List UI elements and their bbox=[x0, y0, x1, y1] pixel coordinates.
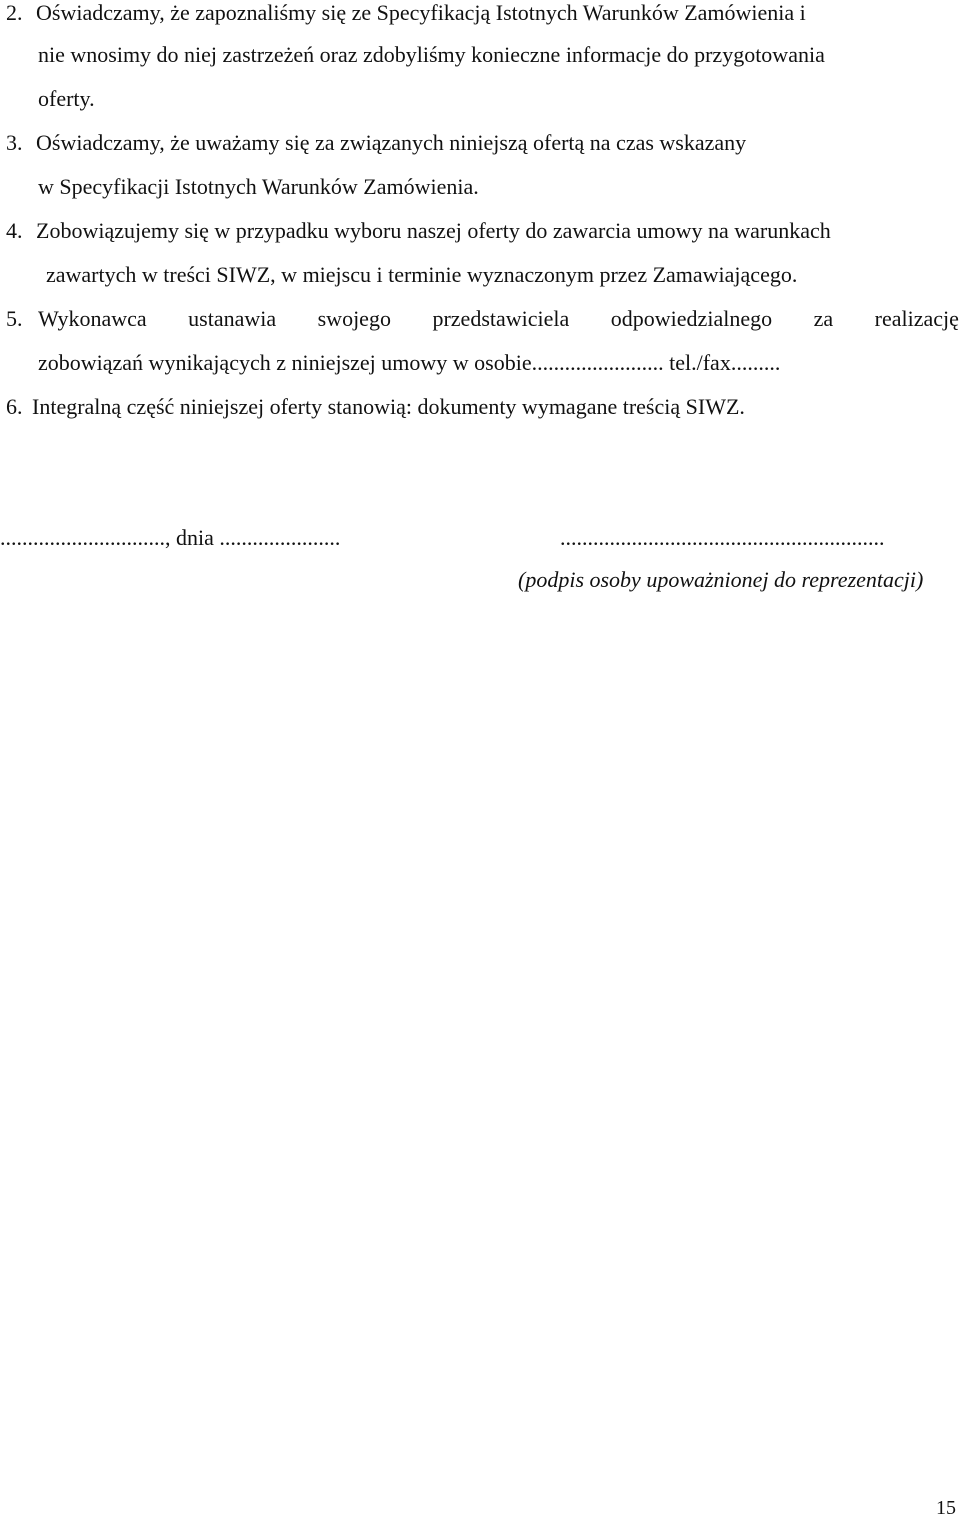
item-3-text-line-1: Oświadczamy, że uważamy się za związanych niniejszą ofertą na czas wskazany bbox=[36, 130, 747, 155]
item-5-word: Wykonawca bbox=[38, 306, 147, 331]
item-2-line-2: nie wnosimy do niej zastrzeżeń oraz zdobyliśmy konieczne informacje do przygotowania bbox=[38, 42, 825, 67]
item-5-word: realizację bbox=[874, 306, 959, 331]
item-5-word: swojego bbox=[317, 306, 391, 331]
item-4-line-1 bbox=[6, 218, 831, 244]
item-4-line-2: zawartych w treści SIWZ, w miejscu i terminie wyznaczonym przez Zamawiającego. bbox=[46, 262, 798, 287]
item-3-line-2: w Specyfikacji Istotnych Warunków Zamówienia. bbox=[38, 174, 479, 199]
item-3-number: 3. bbox=[6, 130, 23, 155]
page-number: 15 bbox=[936, 1497, 956, 1519]
item-2-line-3: oferty. bbox=[38, 86, 95, 111]
item-5-word: za bbox=[813, 306, 834, 331]
place-date-line: .............................., dnia ...................... bbox=[0, 525, 341, 550]
item-5-line-2: zobowiązań wynikających z niniejszej umowy w osobie........................ tel./fax......... bbox=[38, 350, 781, 375]
item-6-text-line-1: Integralną część niniejszej oferty stanowią: dokumenty wymagane treścią SIWZ. bbox=[32, 394, 745, 419]
signature-caption: (podpis osoby upoważnionej do reprezentacji) bbox=[518, 567, 924, 592]
item-5-line-1 bbox=[6, 306, 38, 332]
item-2-number: 2. bbox=[6, 0, 23, 25]
item-5-justified-line bbox=[38, 306, 959, 332]
item-3-line-1 bbox=[6, 130, 746, 156]
item-2-text-line-1: Oświadczamy, że zapoznaliśmy się ze Specyfikacją Istotnych Warunków Zamówienia i bbox=[36, 0, 806, 25]
item-2-line-1 bbox=[6, 0, 806, 26]
item-6-line-1 bbox=[6, 394, 745, 420]
item-4-number: 4. bbox=[6, 218, 23, 243]
item-5-word: odpowiedzialnego bbox=[610, 306, 773, 331]
item-5-word: przedstawiciela bbox=[432, 306, 570, 331]
item-6-number: 6. bbox=[6, 394, 23, 419]
item-5-word: ustanawia bbox=[188, 306, 277, 331]
item-4-text-line-1: Zobowiązujemy się w przypadku wyboru naszej oferty do zawarcia umowy na warunkach bbox=[36, 218, 831, 243]
signature-line: ........................................................... bbox=[560, 525, 885, 550]
item-5-number: 5. bbox=[6, 306, 23, 331]
